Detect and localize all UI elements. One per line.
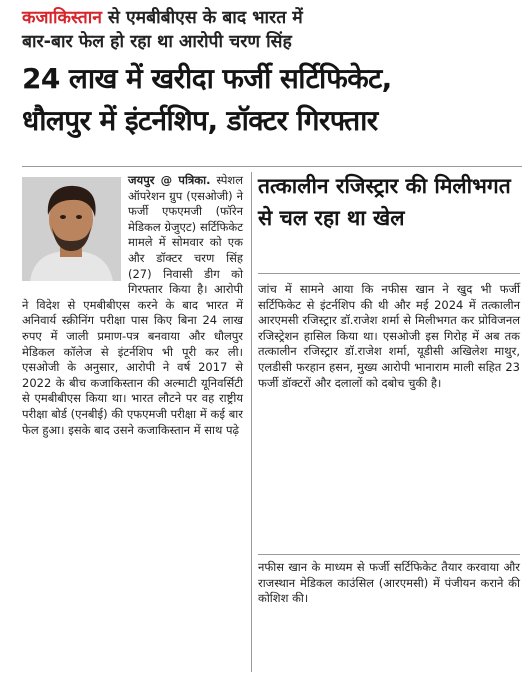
headline-rule (22, 166, 522, 167)
subhead-rule (258, 273, 520, 274)
left-column-text: स्पेशल ऑपरेशन ग्रुप (एसओजी) ने फर्जी एफएमजी (फॉरेन मेडिकल ग्रेजुएट) सर्टिफिकेट मामले में सोमवार को एक और डॉक्टर चरण सिंह (27) निवासी डीग को गिरफ्तार किया है। आरोपी ने विदेश से एमबीबीएस करने के बाद भारत में अनिवार्य स्क्रीनिंग परीक्षा पास किए बिना 24 लाख रुपए में जाली प्रमाण-पत्र बनवाया और धौलपुर मेडिकल कॉलेज से इंटर्नशिप भी पूरी कर ली। एसओजी के अनुसार, आरोपी ने वर्ष 2017 से 2022 के बीच कजाकिस्तान की अल्माटी यूनिवर्सिटी से एमबीबीएस किया था। भारत लौटने पर वह राष्ट्रीय परीक्षा बोर्ड (एनबीई) की एफएमजी परीक्षा में कई बार फेल हुआ। इसके बाद उसने कजाकिस्तान में साथ पढ़े (22, 173, 244, 437)
right-column-text1: जांच में सामने आया कि नफीस खान ने खुद भी फर्जी सर्टिफिकेट से इंटर्नशिप की थी और मई 2024 में तत्कालीन आरएमसी रजिस्ट्रार डॉ.राजेश शर्मा से मिलीभगत कर प्रोविजनल रजिस्ट्रेशन हासिल किया था। एसओजी इस गिरोह में अब तक तत्कालीन रजिस्ट्रार डॉ.राजेश शर्मा, यूडीसी अखिलेश माथुर, एलडीसी फरहान हसन, मुख्य आरोपी भानाराम माली सहित 23 फर्जी डॉक्टरों और दलालों को दबोच चुकी है। (258, 282, 520, 390)
right-column-block2 (258, 560, 520, 607)
left-column (22, 173, 243, 438)
accused-photo (22, 177, 121, 281)
kicker-line2: बार-बार फेल हो रहा था आरोपी चरण सिंह (22, 32, 292, 52)
right-column-text2: नफीस खान के माध्यम से फर्जी सर्टिफिकेट तैयार करवाया और राजस्थान मेडिकल काउंसिल (आरएमसी) में पंजीयन कराने की कोशिश की। (258, 560, 520, 606)
column-divider (251, 172, 252, 672)
headline-line1: 24 लाख में खरीदा फर्जी सर्टिफिकेट, (22, 62, 392, 95)
subhead: तत्कालीन रजिस्ट्रार की मिलीभगत से चल रहा था खेल (258, 174, 511, 230)
kicker-highlight: कजाकिस्तान (22, 8, 102, 28)
headline-line2: धौलपुर में इंटर्नशिप, डॉक्टर गिरफ्तार (22, 104, 378, 137)
kicker-line1: से एमबीबीएस के बाद भारत में (101, 8, 303, 28)
kicker (22, 6, 522, 54)
right-column-block1 (258, 282, 520, 391)
block-rule (258, 554, 520, 555)
headline (22, 58, 527, 142)
dateline: जयपुर @ पत्रिका. (128, 173, 211, 187)
